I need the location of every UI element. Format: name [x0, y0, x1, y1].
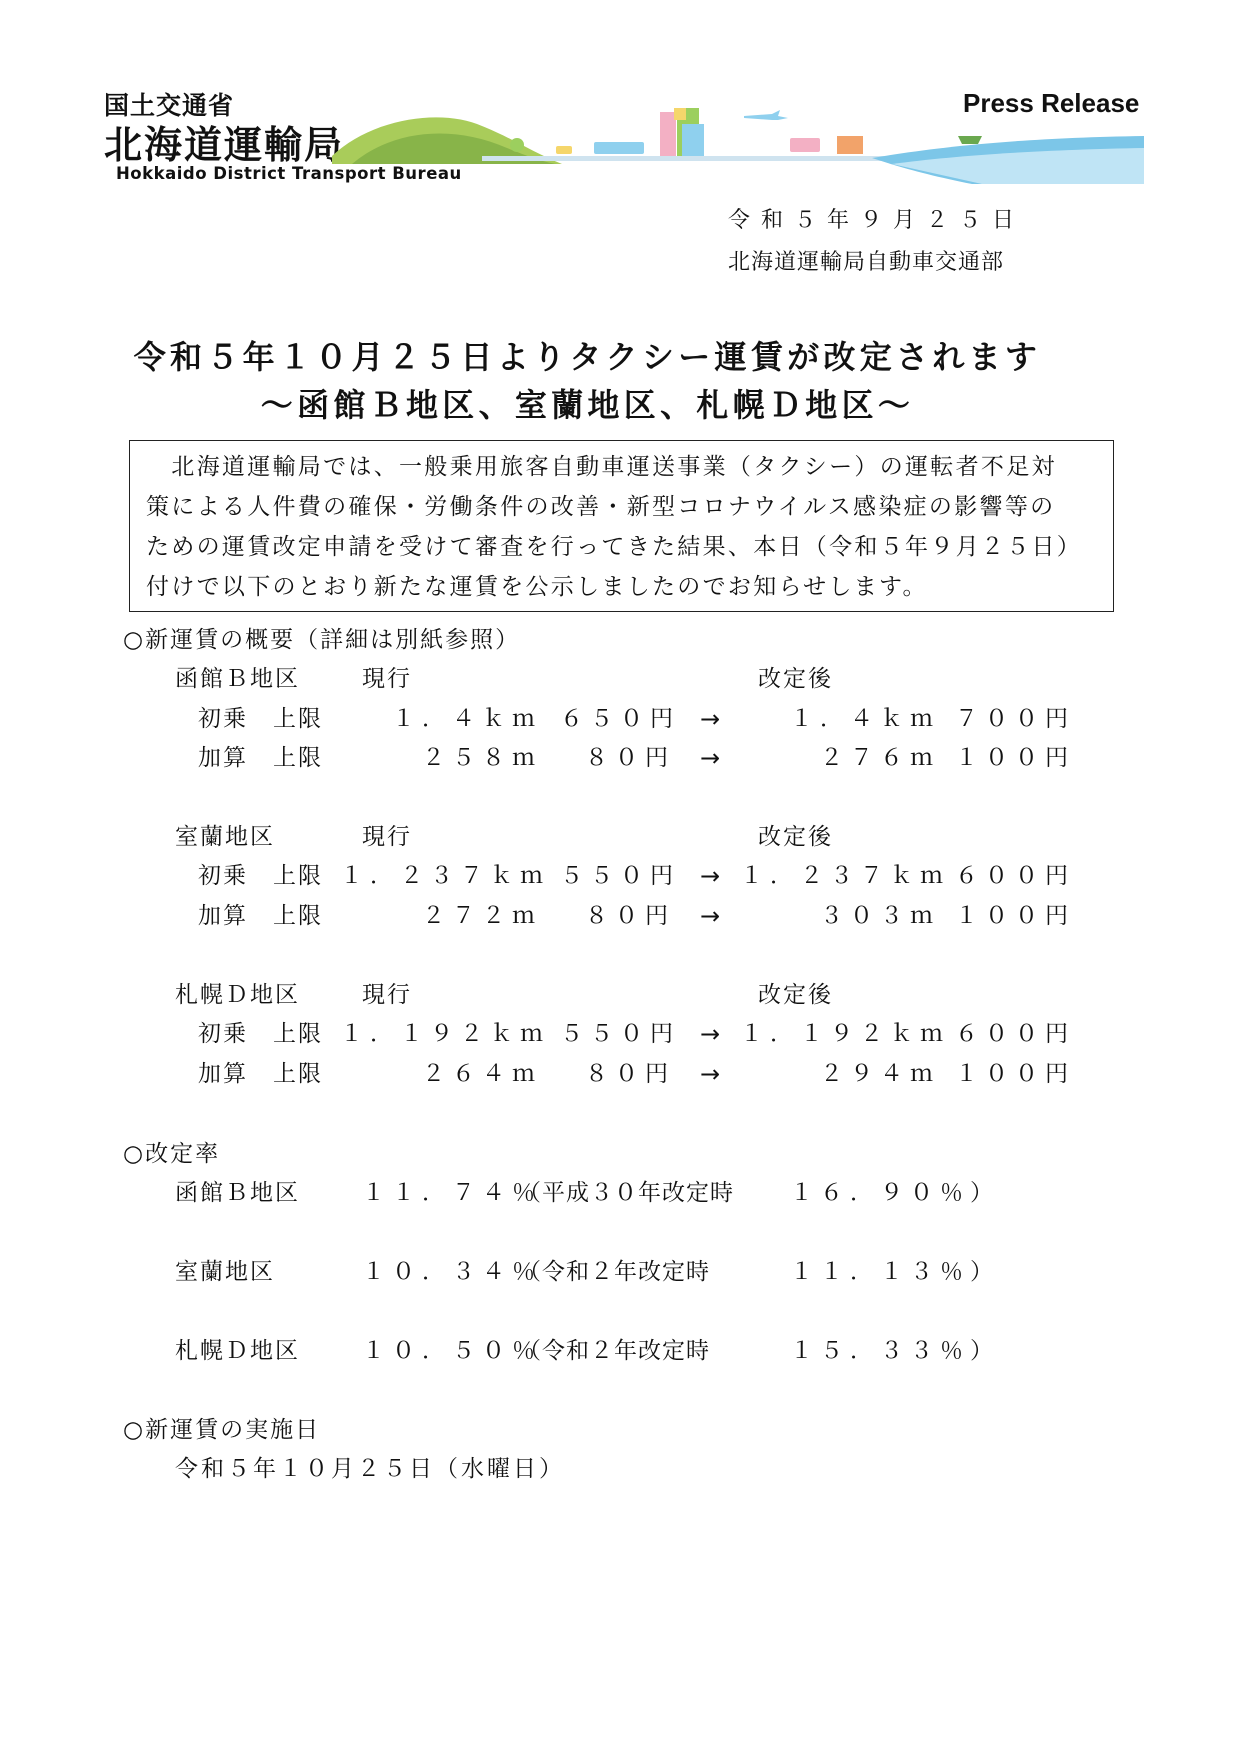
current-fare: ８０円 [585, 903, 675, 929]
area-name: 室蘭地区 [175, 824, 275, 850]
current-label: 現行 [362, 666, 412, 692]
revised-fare: １００円 [955, 903, 1075, 929]
row-label: 加算 上限 [198, 745, 323, 771]
revised-fare: ６００円 [955, 1021, 1075, 1047]
release-date: 令和５年９月２５日 [728, 208, 1026, 233]
arrow-icon: → [700, 862, 721, 890]
factory [837, 136, 863, 154]
header-banner-illustration [332, 108, 1144, 184]
effective-date: 令和５年１０月２５日（水曜日） [175, 1456, 565, 1482]
revised-fare: ７００円 [955, 706, 1075, 732]
page-subtitle: ～函館Ｂ地区、室蘭地区、札幌Ｄ地区～ [260, 386, 915, 424]
revised-label: 改定後 [758, 982, 833, 1008]
rate-area: 室蘭地区 [175, 1259, 275, 1285]
current-distance: ２７２ｍ [422, 903, 542, 929]
arrow-icon: → [700, 1060, 721, 1088]
previous-label: （平成３０年改定時 [518, 1180, 734, 1206]
previous-label: （令和２年改定時 [518, 1338, 710, 1364]
revised-distance: ２９４ｍ [820, 1061, 940, 1087]
current-distance: １．１９２ｋｍ [340, 1021, 550, 1047]
current-label: 現行 [362, 982, 412, 1008]
current-label: 現行 [362, 824, 412, 850]
ministry-name: 国土交通省 [104, 91, 235, 120]
revised-label: 改定後 [758, 666, 833, 692]
previous-rate: １１．１３％） [790, 1259, 1000, 1285]
rate-area: 函館Ｂ地区 [175, 1180, 300, 1206]
current-fare: ８０円 [585, 745, 675, 771]
intro-line: 策による人件費の確保・労働条件の改善・新型コロナウイルス感染症の影響等の [146, 494, 1056, 520]
previous-rate: １６．９０％） [790, 1180, 1000, 1206]
press-release-label: Press Release [963, 88, 1140, 118]
arrow-icon: → [700, 705, 721, 733]
area-name: 札幌Ｄ地区 [175, 982, 300, 1008]
tree [510, 138, 524, 152]
revised-distance: １．４ｋｍ [790, 706, 940, 732]
bureau-name: 北海道運輸局 [104, 123, 345, 167]
current-distance: １．２３７ｋｍ [340, 863, 550, 889]
bus [790, 138, 820, 152]
row-label: 加算 上限 [198, 1061, 323, 1087]
row-label: 初乗 上限 [198, 1021, 323, 1047]
intro-line: 北海道運輸局では、一般乗用旅客自動車運送事業（タクシー）の運転者不足対 [146, 454, 1057, 480]
department-name: 北海道運輸局自動車交通部 [728, 250, 1005, 275]
revised-fare: ６００円 [955, 863, 1075, 889]
intro-line: 付けで以下のとおり新たな運賃を公示しましたのでお知らせします。 [146, 574, 928, 600]
airplane-icon [744, 110, 788, 120]
current-fare: ５５０円 [560, 863, 680, 889]
revised-label: 改定後 [758, 824, 833, 850]
current-distance: ２６４ｍ [422, 1061, 542, 1087]
intro-box [129, 440, 1114, 612]
rate-value: １０．３４％ [362, 1259, 542, 1285]
area-name: 函館Ｂ地区 [175, 666, 300, 692]
rate-value: １０．５０％ [362, 1338, 542, 1364]
revised-distance: ３０３ｍ [820, 903, 940, 929]
overview-heading: ○新運賃の概要（詳細は別紙参照） [123, 627, 521, 653]
building-pink [660, 112, 676, 156]
page-title: 令和５年１０月２５日よりタクシー運賃が改定されます [133, 338, 1042, 376]
arrow-icon: → [700, 744, 721, 772]
revised-distance: １．１９２ｋｍ [740, 1021, 950, 1047]
row-label: 初乗 上限 [198, 863, 323, 889]
effective-heading: ○新運賃の実施日 [123, 1417, 321, 1443]
building-yellow [674, 108, 686, 120]
revised-distance: ２７６ｍ [820, 745, 940, 771]
row-label: 初乗 上限 [198, 706, 323, 732]
intro-line: ための運賃改定申請を受けて審査を行ってきた結果、本日（令和５年９月２５日） [146, 534, 1083, 560]
arrow-icon: → [700, 902, 721, 930]
current-distance: ２５８ｍ [422, 745, 542, 771]
revised-fare: １００円 [955, 745, 1075, 771]
train [594, 142, 644, 154]
ship-icon [958, 136, 982, 144]
bureau-name-english: Hokkaido District Transport Bureau [116, 164, 462, 183]
rate-area: 札幌Ｄ地区 [175, 1338, 300, 1364]
previous-rate: １５．３３％） [790, 1338, 1000, 1364]
current-fare: ５５０円 [560, 1021, 680, 1047]
revised-fare: １００円 [955, 1061, 1075, 1087]
revised-distance: １．２３７ｋｍ [740, 863, 950, 889]
current-distance: １．４ｋｍ [392, 706, 542, 732]
current-fare: ８０円 [585, 1061, 675, 1087]
current-fare: ６５０円 [560, 706, 680, 732]
car [556, 146, 572, 154]
arrow-icon: → [700, 1020, 721, 1048]
row-label: 加算 上限 [198, 903, 323, 929]
previous-label: （令和２年改定時 [518, 1259, 710, 1285]
rates-heading: ○改定率 [123, 1141, 221, 1167]
building-blue [682, 124, 704, 156]
rate-value: １１．７４％ [362, 1180, 542, 1206]
